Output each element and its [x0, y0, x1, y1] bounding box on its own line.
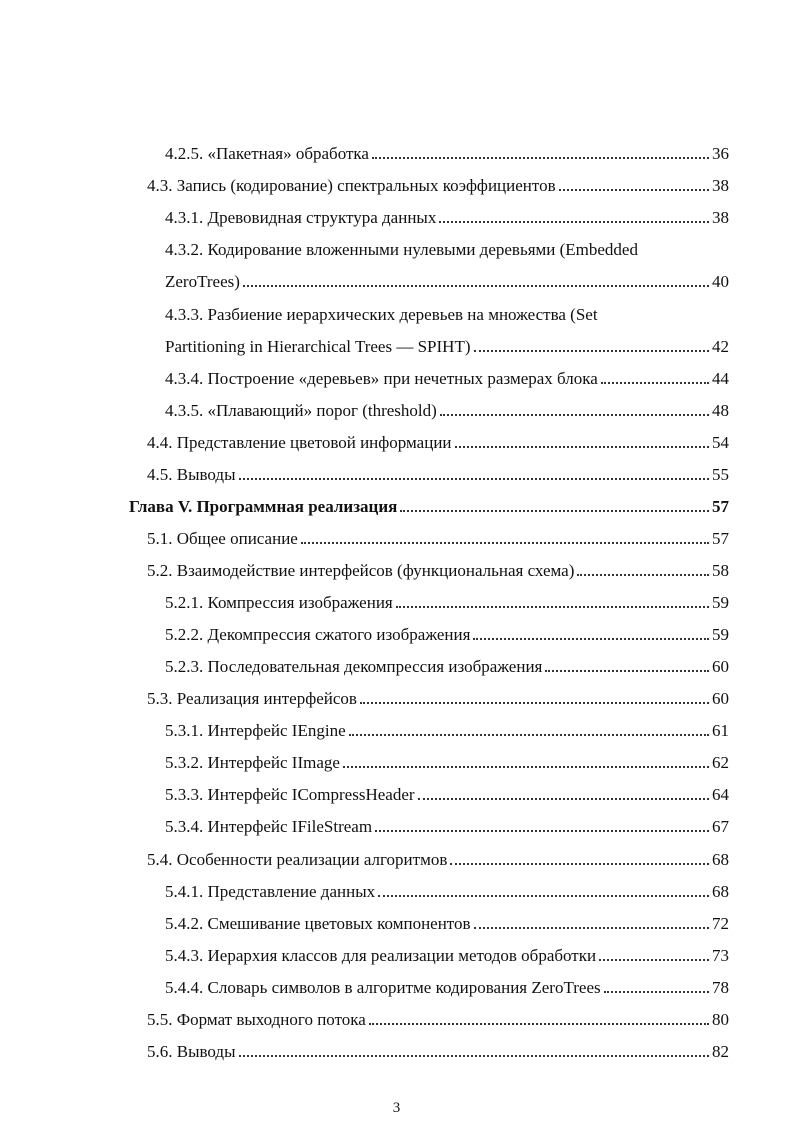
- toc-entry-page: 60: [712, 689, 729, 708]
- dot-leader: [372, 156, 709, 159]
- toc-entry-page: 68: [712, 882, 729, 901]
- toc-entry-title: 5.2.3. Последовательная декомпрессия изображения: [165, 657, 543, 676]
- dot-leader: [439, 220, 709, 223]
- toc-entry: [165, 369, 729, 389]
- toc-entry-title: 5.4.4. Словарь символов в алгоритме кодирования ZeroTrees: [165, 978, 601, 997]
- toc-entry: [165, 337, 729, 357]
- dot-leader: [349, 733, 709, 736]
- toc-entry-title: Partitioning in Hierarchical Trees — SPIHT): [165, 337, 471, 356]
- toc-entry-title: 5.3.3. Интерфейс ICompressHeader: [165, 785, 415, 804]
- toc-entry-title-line1: 4.3.3. Разбиение иерархических деревьев на множества (Set: [165, 305, 598, 324]
- toc-entry: [165, 978, 729, 998]
- dot-leader: [375, 829, 709, 832]
- toc-entry-page: 58: [712, 561, 729, 580]
- toc-entry: [165, 946, 729, 966]
- toc-entry: [147, 850, 729, 870]
- toc-entry-title: 5.6. Выводы: [147, 1042, 236, 1061]
- toc-entry: [147, 433, 729, 453]
- dot-leader: [599, 958, 709, 961]
- toc-entry-page: 78: [712, 978, 729, 997]
- toc-entry-page: 59: [712, 593, 729, 612]
- toc-entry: [147, 465, 729, 485]
- toc-entry: [165, 817, 729, 837]
- toc-entry-page: 73: [712, 946, 729, 965]
- toc-entry: [147, 1010, 729, 1030]
- toc-entry-page: 59: [712, 625, 729, 644]
- dot-leader: [473, 637, 709, 640]
- dot-leader: [474, 349, 710, 352]
- toc-entry-title: 5.2.2. Декомпрессия сжатого изображения: [165, 625, 471, 644]
- toc-entry-page: 80: [712, 1010, 729, 1029]
- toc-chapter-entry: [129, 497, 729, 517]
- toc-entry-page: 72: [712, 914, 729, 933]
- toc-entry-title: 4.3. Запись (кодирование) спектральных коэффициентов: [147, 176, 556, 195]
- toc-entry-title: 5.2.1. Компрессия изображения: [165, 593, 393, 612]
- toc-entry-title: Глава V. Программная реализация: [129, 497, 398, 516]
- toc-entry-page: 54: [712, 433, 729, 452]
- toc-entry-title: 4.3.5. «Плавающий» порог (threshold): [165, 401, 437, 420]
- toc-entry-title-line1: 4.3.2. Кодирование вложенными нулевыми деревьями (Embedded: [165, 240, 638, 259]
- dot-leader: [243, 284, 709, 287]
- toc-entry-page: 82: [712, 1042, 729, 1061]
- dot-leader: [440, 413, 709, 416]
- toc-entry: [165, 914, 729, 934]
- toc-entry-page: 60: [712, 657, 729, 676]
- toc-entry-page: 62: [712, 753, 729, 772]
- dot-leader: [343, 765, 709, 768]
- dot-leader: [369, 1022, 709, 1025]
- toc-entry-title: 5.2. Взаимодействие интерфейсов (функциональная схема): [147, 561, 575, 580]
- toc-entry: [165, 593, 729, 613]
- toc-entry-title: ZeroTrees): [165, 272, 240, 291]
- toc-entry: [165, 882, 729, 902]
- toc-entry-title: 4.5. Выводы: [147, 465, 236, 484]
- toc-entry-page: 42: [712, 337, 729, 356]
- dot-leader: [239, 477, 709, 480]
- dot-leader: [559, 188, 709, 191]
- toc-entry-page: 38: [712, 208, 729, 227]
- dot-leader: [455, 445, 709, 448]
- toc-entry-title: 5.3.2. Интерфейс IImage: [165, 753, 340, 772]
- dot-leader: [378, 894, 709, 897]
- toc-entry: [165, 753, 729, 773]
- dot-leader: [577, 573, 709, 576]
- toc-entry: [165, 785, 729, 805]
- toc-entry: [165, 208, 729, 228]
- toc-entry-page: 48: [712, 401, 729, 420]
- toc-entry: [147, 689, 729, 709]
- dot-leader: [601, 381, 709, 384]
- toc-entry-page: 68: [712, 850, 729, 869]
- toc-entry: [147, 529, 729, 549]
- toc-entry: [165, 272, 729, 292]
- toc-entry: [165, 305, 729, 325]
- toc-entry-title: 5.3. Реализация интерфейсов: [147, 689, 357, 708]
- toc-entry: [147, 561, 729, 581]
- toc-entry-page: 38: [712, 176, 729, 195]
- dot-leader: [396, 605, 709, 608]
- toc-entry: [147, 1042, 729, 1062]
- toc-entry: [165, 240, 729, 260]
- dot-leader: [360, 701, 709, 704]
- toc-entry-page: 57: [712, 529, 729, 548]
- toc-entry-title: 5.4.1. Представление данных: [165, 882, 376, 901]
- dot-leader: [400, 509, 709, 512]
- toc-entry-page: 64: [712, 785, 729, 804]
- toc-entry-title: 4.4. Представление цветовой информации: [147, 433, 452, 452]
- dot-leader: [301, 541, 709, 544]
- toc-entry: [165, 625, 729, 645]
- toc-entry-page: 61: [712, 721, 729, 740]
- toc-entry: [165, 144, 729, 164]
- toc-entry-title: 5.5. Формат выходного потока: [147, 1010, 366, 1029]
- dot-leader: [474, 926, 709, 929]
- toc-entry-title: 4.3.1. Древовидная структура данных: [165, 208, 437, 227]
- toc-entry-title: 4.3.4. Построение «деревьев» при нечетных размерах блока: [165, 369, 598, 388]
- dot-leader: [604, 990, 709, 993]
- toc-entry: [165, 657, 729, 677]
- toc-entry-page: 36: [712, 144, 729, 163]
- toc-entry-page: 57: [712, 497, 729, 516]
- toc-entry-title: 5.4.3. Иерархия классов для реализации методов обработки: [165, 946, 597, 965]
- toc-entry-page: 55: [712, 465, 729, 484]
- dot-leader: [239, 1054, 709, 1057]
- dot-leader: [450, 862, 709, 865]
- toc-entry-title: 5.3.4. Интерфейс IFileStream: [165, 817, 373, 836]
- dot-leader: [545, 669, 709, 672]
- toc-entry: [165, 721, 729, 741]
- toc-entry: [165, 401, 729, 421]
- page-number: 3: [392, 1100, 401, 1116]
- toc-entry-title: 5.1. Общее описание: [147, 529, 298, 548]
- toc-entry-title: 5.4. Особенности реализации алгоритмов: [147, 850, 448, 869]
- toc-entry-title: 5.3.1. Интерфейс IEngine: [165, 721, 346, 740]
- toc-entry: [147, 176, 729, 196]
- dot-leader: [418, 797, 709, 800]
- toc-entry-page: 40: [712, 272, 729, 291]
- toc-entry-page: 67: [712, 817, 729, 836]
- toc-entry-title: 4.2.5. «Пакетная» обработка: [165, 144, 369, 163]
- toc-entry-page: 44: [712, 369, 729, 388]
- toc-entry-title: 5.4.2. Смешивание цветовых компонентов: [165, 914, 471, 933]
